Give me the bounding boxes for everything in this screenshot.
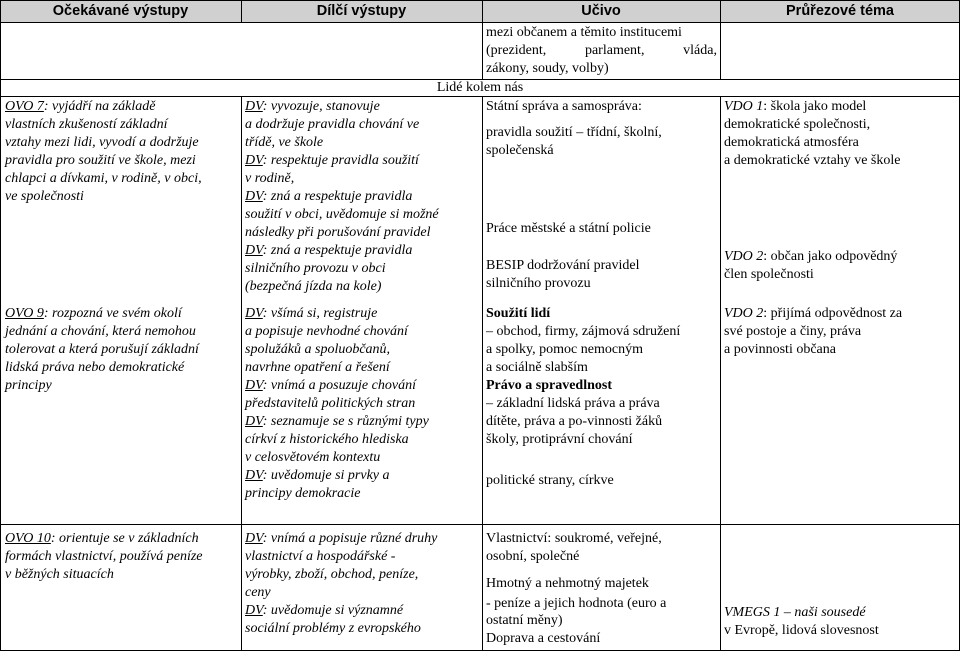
dv-line: DV: uvědomuje si významné bbox=[245, 603, 404, 618]
dv-block-row3 bbox=[242, 530, 440, 638]
dv-line: navrhne opatření a řešení bbox=[245, 360, 390, 375]
dv-line: DV: seznamuje se s různými typy bbox=[245, 414, 429, 429]
vdo-line: člen společnosti bbox=[724, 267, 814, 282]
dv-line: a popisuje nevhodné chování bbox=[245, 324, 408, 339]
ucivo-line: a sociálně slabším bbox=[486, 360, 588, 375]
vdo-line: a demokratické vztahy ve škole bbox=[724, 153, 901, 168]
dv-line: výrobky, zboží, obchod, peníze, bbox=[245, 567, 419, 582]
header-cell-curriculum bbox=[482, 0, 720, 22]
border-section-bottom bbox=[0, 96, 960, 97]
border-col-1 bbox=[241, 0, 242, 22]
dv-line: DV: zná a respektuje pravidla bbox=[245, 243, 413, 258]
ucivo-line: osobní, společné bbox=[486, 549, 580, 564]
header-label: Očekávané výstupy bbox=[52, 3, 189, 19]
dv-line: DV: vnímá a posuzuje chování bbox=[245, 378, 416, 393]
border-col-3 bbox=[720, 0, 721, 79]
ovo-line: OVO 9: rozpozná ve svém okolí bbox=[5, 306, 182, 321]
ucivo-block-row3 bbox=[483, 530, 665, 566]
dv-line: DV: zná a respektuje pravidla bbox=[245, 189, 413, 204]
section-title: Lidé kolem nás bbox=[436, 80, 524, 95]
top-cell-word: vláda, bbox=[683, 43, 717, 58]
top-cell-word: (prezident, bbox=[486, 43, 547, 58]
border-top bbox=[0, 0, 960, 1]
vdo-line: VDO 2: přijímá odpovědnost za bbox=[724, 306, 903, 321]
border-row-3 bbox=[0, 524, 960, 525]
dv-line: církví z historického hlediska bbox=[245, 432, 409, 447]
ovo-line: chlapci a dívkami, v rodině, v obci, bbox=[5, 171, 202, 186]
ucivo-line: společenská bbox=[486, 143, 554, 158]
border-header-bottom bbox=[0, 22, 960, 23]
vdo-line: demokratická atmosféra bbox=[724, 135, 859, 150]
top-cell-word: parlament, bbox=[584, 43, 645, 58]
header-label: Učivo bbox=[581, 3, 621, 19]
border-left bbox=[0, 0, 1, 651]
dv-line: soužití v obci, uvědomuje si možné bbox=[245, 207, 439, 222]
dv-line: principy demokracie bbox=[245, 486, 361, 501]
ucivo-line: - peníze a jejich hodnota (euro a bbox=[486, 596, 667, 611]
ucivo-line: školy, protiprávní chování bbox=[486, 432, 633, 447]
dv-line: vlastnictví a hospodářské - bbox=[245, 549, 396, 564]
dv-block-row2 bbox=[242, 305, 432, 503]
dv-line: v celosvětovém kontextu bbox=[245, 450, 381, 465]
ovo-line: vlastních zkušeností základní bbox=[5, 117, 168, 132]
dv-line: DV: respektuje pravidla soužití bbox=[245, 153, 419, 168]
ovo-line: principy bbox=[5, 378, 52, 393]
border-col-3 bbox=[720, 96, 721, 651]
dv-line: následky při porušování pravidel bbox=[245, 225, 431, 240]
header-label: Dílčí výstupy bbox=[316, 3, 407, 19]
ucivo-line: ostatní měny) bbox=[486, 613, 563, 628]
ovo-line: formách vlastnictví, používá peníze bbox=[5, 549, 203, 564]
dv-line: představitelů politických stran bbox=[245, 396, 416, 411]
vdo-2-text bbox=[721, 248, 900, 284]
ucivo-heading: Státní správa a samospráva: bbox=[486, 99, 642, 114]
dv-line: v rodině, bbox=[245, 171, 295, 186]
dv-line: DV: vyvozuje, stanovuje bbox=[245, 99, 380, 114]
top-cell-line bbox=[483, 42, 720, 60]
dv-line: třídě, ve škole bbox=[245, 135, 324, 150]
vdo-1-text bbox=[721, 98, 903, 170]
dv-line: a dodržuje pravidla chování ve bbox=[245, 117, 420, 132]
vdo-line: v Evropě, lidová slovesnost bbox=[724, 623, 879, 638]
ovo-line: lidská práva nebo demokratické bbox=[5, 360, 185, 375]
ucivo-police: Práce městské a státní policie bbox=[486, 221, 651, 236]
ucivo-heading: Právo a spravedlnost bbox=[486, 378, 612, 393]
ucivo-line: Doprava a cestování bbox=[486, 631, 601, 646]
ucivo-line: – základní lidská práva a práva bbox=[486, 396, 660, 411]
ovo-line: jednání a chování, která nemohou bbox=[5, 324, 196, 339]
dv-line: DV: uvědomuje si prvky a bbox=[245, 468, 390, 483]
ovo-10-text bbox=[2, 530, 206, 584]
ovo-line: vztahy mezi lidi, vyvodí a dodržuje bbox=[5, 135, 199, 150]
ovo-9-text bbox=[2, 305, 202, 395]
ovo-code: OVO 7 bbox=[5, 99, 44, 114]
ovo-line: pravidla pro soužití ve škole, mezi bbox=[5, 153, 196, 168]
ucivo-line: Vlastnictví: soukromé, veřejné, bbox=[486, 531, 662, 546]
dv-line: DV: všímá si, registruje bbox=[245, 306, 378, 321]
dv-line: sociální problémy z evropského bbox=[245, 621, 421, 636]
vdo-2-text bbox=[721, 305, 905, 359]
ucivo-line: dítěte, práva a po-vinnosti žáků bbox=[486, 414, 663, 429]
ucivo-heading: Hmotný a nehmotný majetek bbox=[486, 576, 649, 591]
vdo-line: VDO 2: občan jako odpovědný bbox=[724, 249, 898, 264]
ucivo-line: – obchod, firmy, zájmová sdružení bbox=[486, 324, 681, 339]
dv-line: (bezpečná jízda na kole) bbox=[245, 279, 382, 294]
vdo-line: VDO 1: škola jako model bbox=[724, 99, 867, 114]
vdo-line: VMEGS 1 – naši sousedé bbox=[724, 605, 866, 620]
ovo-line: v běžných situacích bbox=[5, 567, 114, 582]
vdo-line: demokratické společnosti, bbox=[724, 117, 871, 132]
ovo-line: tolerovat a která porušují základní bbox=[5, 342, 199, 357]
ovo-line: OVO 10: orientuje se v základních bbox=[5, 531, 199, 546]
ucivo-line: pravidla soužití – třídní, školní, bbox=[486, 125, 662, 140]
ovo-line: ve společnosti bbox=[5, 189, 84, 204]
header-cell-expected-outcomes bbox=[0, 0, 241, 22]
header-label: Průřezové téma bbox=[786, 3, 894, 19]
ovo-line: OVO 7: vyjádří na základě bbox=[5, 99, 156, 114]
dv-line: silničního provozu v obci bbox=[245, 261, 386, 276]
top-cell-line: mezi občanem a těmito institucemi bbox=[486, 25, 682, 40]
ucivo-heading: Soužití lidí bbox=[486, 306, 551, 321]
dv-line: DV: vnímá a popisuje různé druhy bbox=[245, 531, 438, 546]
ucivo-block-row2 bbox=[483, 305, 683, 449]
dv-line: spolužáků a spoluobčanů, bbox=[245, 342, 391, 357]
vdo-line: a povinnosti občana bbox=[724, 342, 836, 357]
header-cell-cross-topic bbox=[720, 0, 960, 22]
ucivo-line: BESIP dodržování pravidel bbox=[486, 258, 640, 273]
ucivo-line: silničního provozu bbox=[486, 276, 591, 291]
dv-block-row1 bbox=[242, 98, 482, 296]
vmegs-text bbox=[721, 604, 882, 640]
ucivo-line: politické strany, církve bbox=[486, 473, 614, 488]
header-cell-partial-outcomes bbox=[241, 0, 482, 22]
vdo-line: své postoje a činy, práva bbox=[724, 324, 862, 339]
ucivo-line: a spolky, pomoc nemocným bbox=[486, 342, 643, 357]
dv-line: ceny bbox=[245, 585, 271, 600]
top-cell-line: zákony, soudy, volby) bbox=[486, 61, 609, 76]
ovo-7-text bbox=[2, 98, 241, 206]
